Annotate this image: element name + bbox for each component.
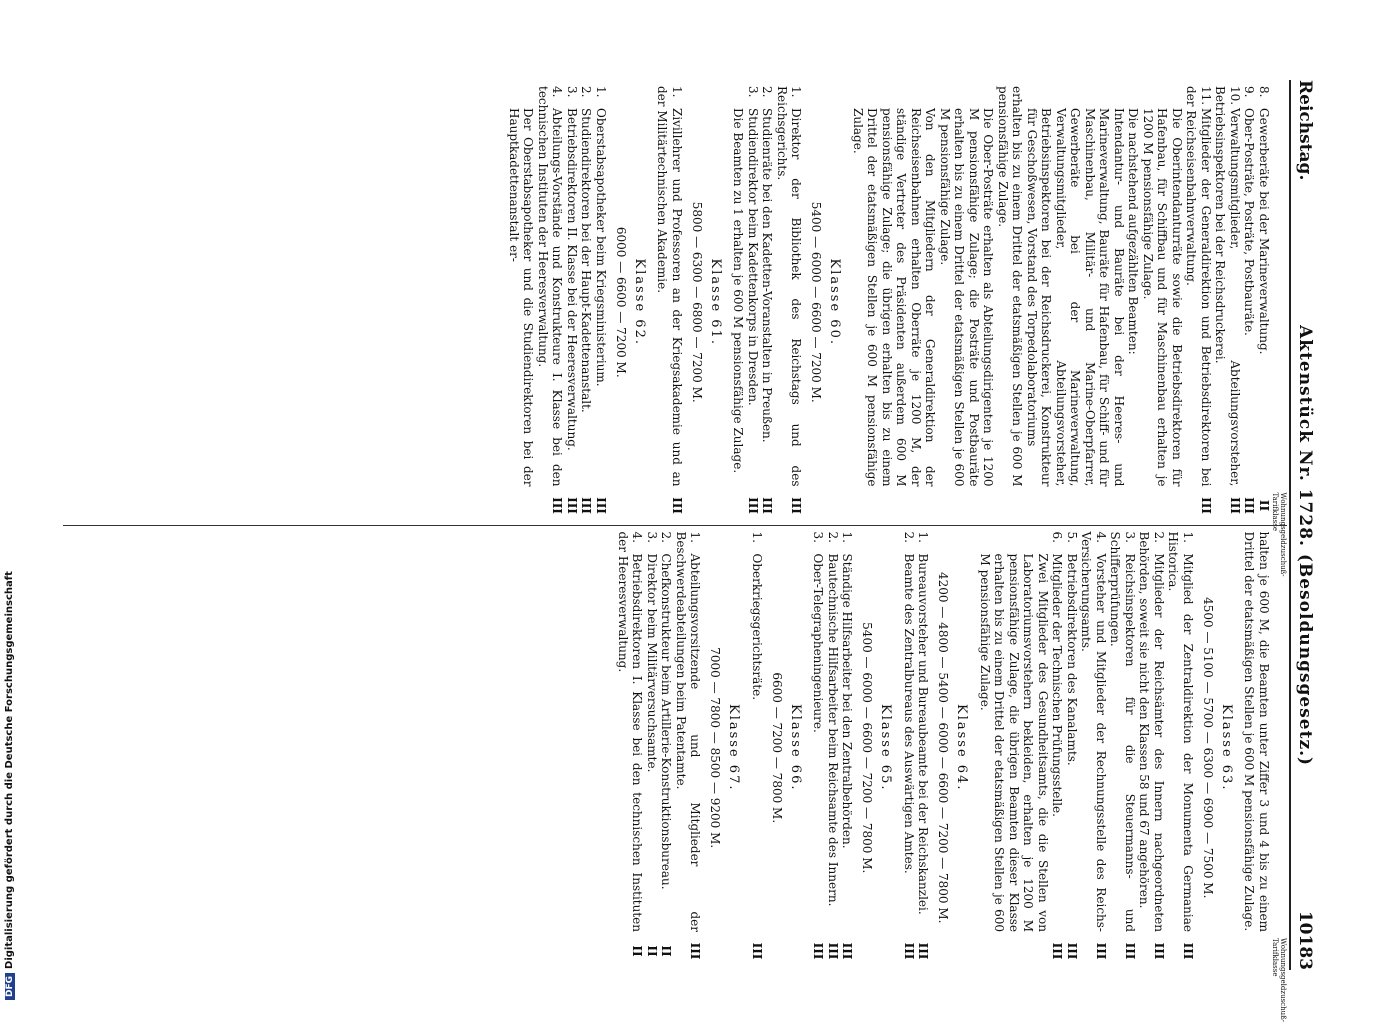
paragraph: Zwei Mitglieder des Gesundheitsamts, die die Stellen von Laboratoriumsvorstehern bekleiden, erhalten je 1200 M pensionsfähige Zulage, die übrigen Beamten dieser Klasse erhalten bis zu einem Drittel der etatsmäßigen Stellen je 600 M pensionsfähige Zulage. <box>978 553 1050 932</box>
class-heading: Klasse 63. <box>1219 704 1234 792</box>
paragraph: Die Beamten zu 1 erhalten je 600 M pensionsfähige Zulage. <box>731 108 746 474</box>
salary-scale: 5400 — 6000 — 6600 — 7200 — 7800 M. <box>860 622 875 874</box>
list-item: 1.Oberstabsapotheker beim Kriegsministerium. III <box>594 86 608 514</box>
paragraph: Der Oberstabsapotheker und die Studiendirektoren bei der Hauptkadettenanstalt er- <box>507 108 536 487</box>
dfg-sidebar <box>0 0 20 1000</box>
list-item: 11.Mitglieder der Generaldirektion und Betriebsdirektoren bei der Reichseisenbahnverwaltung. III <box>1184 86 1213 514</box>
class-heading: Klasse 62. <box>632 258 647 346</box>
document-page <box>63 80 1333 1022</box>
header-title: Aktenstück Nr. 1728. (Besoldungsgesetz.) <box>1295 325 1315 767</box>
paragraph: Intendantur- und Bauräte bei der Heeres- und Marineverwaltung, Bauräte für Hafenbau, für Schiff- und für Maschinenbau, Militär- und Marine-Oberpfarrer, Gewerberäte bei der Marineverwaltung, Verwaltungsmitglieder, Abteilungsvorsteher, Betriebsinspektoren bei der Reichsdruckerei, Konstrukteur für Geschoßwesen, Vorstand des Torpedolaboratoriums <box>1025 108 1126 487</box>
left-column <box>63 80 1287 577</box>
list-item: 1.Abteilungsvorsitzende und Mitglieder der Beschwerdeabteilungen beim Patentamte. III <box>674 531 703 960</box>
right-column <box>63 525 1287 1022</box>
list-item: 3.Studiendirektor beim Kadettenkorps in Dresden. III <box>746 86 760 514</box>
list-item: 4.Betriebsdirektoren I. Klasse bei den technischen Instituten der Heeresverwaltung. II <box>616 531 645 957</box>
page-number: 10183 <box>1295 910 1315 970</box>
paragraph: Die Oberintendanturräte sowie die Betriebsdirektoren für Hafenbau, für Schiffbau und für Maschinenbau erhalten je 1200 M pensionsfähige Zulage. <box>1141 108 1184 487</box>
list-item: 3.Ober-Telegrapheningenieure. III <box>811 531 826 960</box>
class-heading: Klasse 60. <box>827 258 843 346</box>
class-heading: Klasse 65. <box>878 704 894 792</box>
list-item: 2.Studiendirektoren bei der Haupt-Kadettenanstalt. III <box>579 86 594 514</box>
list-item: 10.Verwaltungsmitglieder, Abteilungsvorsteher, Betriebsinspektoren bei der Reichsdruckerei. III <box>1213 86 1242 514</box>
list-item: 1.Direktor der Bibliothek des Reichstags und des Reichsgerichts. III <box>775 86 804 514</box>
funding-note: Digitalisierung gefördert durch die Deutsche Forschungsgemeinschaft <box>4 571 15 969</box>
class-heading: Klasse 66. <box>788 704 803 792</box>
list-item: 5.Betriebsdirektoren des Kanalamts. III <box>1065 531 1079 960</box>
list-item: 2.Bautechnische Hilfsarbeiter beim Reichsamte des Innern. III <box>826 531 840 960</box>
list-item: 1.Oberkriegsgerichtsräte. III <box>750 531 764 960</box>
class-heading: Klasse 61. <box>708 258 723 346</box>
class-heading: Klasse 64. <box>954 704 970 792</box>
salary-scale: 6000 — 6600 — 7200 M. <box>614 226 628 378</box>
list-item: 1.Mitglied der Zentraldirektion der Monumenta Germaniae Historica. III <box>1166 531 1195 960</box>
list-item: 2.Chefkonstrukteur beim Artillerie-Konstruktionsbureau. II <box>659 531 674 957</box>
list-item: 3.Betriebsdirektoren II. Klasse bei der Heeresverwaltung. III <box>565 86 579 514</box>
header-left: Reichstag. <box>1295 80 1315 181</box>
class-heading: Klasse 67. <box>726 704 742 792</box>
salary-scale: 6600 — 7200 — 7800 M. <box>770 672 784 824</box>
list-item: 4.Abteilungs-Vorstände und Konstrukteure I. Klasse bei den technischen Instituten der Heeresverwaltung. III <box>536 86 565 514</box>
column-key-label: Wohnungsgeldzuschuß-Tarifklasse <box>1271 938 1287 1022</box>
paragraph: Von den Mitgliedern der Generaldirektion der Reichseisenbahnen erhalten Oberräte je 1200 M, der ständige Vertreter des Präsidenten außerdem 600 M pensionsfähige Zulage; die übrigen erhalten bis zu einem Drittel der etatsmäßigen Stellen je 600 M pensionsfähige Zulage. <box>851 108 938 487</box>
salary-scale: 7000 — 7800 — 8500 — 9200 M. <box>708 647 723 849</box>
list-item: 9.Ober-Posträte, Posträte, Postbauräte. III <box>1242 86 1257 514</box>
salary-scale: 5400 — 6000 — 6600 — 7200 M. <box>809 201 824 403</box>
salary-scale: 4500 — 5100 — 5700 — 6300 — 6900 — 7500 M. <box>1201 597 1215 899</box>
list-item: 6.Mitglieder der Technischen Prüfungsstelle. III <box>1050 531 1065 960</box>
list-item: 2.Studienräte bei den Kadetten-Voranstalten in Preußen. III <box>760 86 775 514</box>
paragraph: halten je 600 M, die Beamten unter Ziffer 3 und 4 bis zu einem Drittel der etatsmäßigen Stellen je 600 M pensionsfähige Zulage. <box>1242 531 1271 932</box>
list-item: 1.Ständige Hilfsarbeiter bei den Zentralbehörden. III <box>840 531 855 960</box>
paragraph: Die nachstehend aufgezählten Beamten: <box>1126 108 1141 355</box>
list-item: 1.Zivillehrer und Professoren an der Kriegsakademie und an der Militärtechnischen Akademie. III <box>655 86 684 514</box>
column-key-label: Wohnungsgeldzuschuß-Tarifklasse <box>1271 492 1287 577</box>
paragraph: erhalten bis zu einem Drittel der etatsmäßigen Stellen je 600 M pensionsfähige Zulage. <box>996 86 1025 487</box>
list-item: 1.Bureauvorsteher und Bureaubeamte bei der Reichskanzlei. III <box>916 531 931 960</box>
list-item: 8.Gewerberäte bei der Marineverwaltung. II <box>1257 86 1271 512</box>
paragraph: Die Ober-Posträte erhalten als Abteilungsdirigenten je 1200 M pensionsfähige Zulage; die Posträte und Postbauräte erhalten bis zu einem Drittel der etatsmäßigen Stellen je 600 M pensionsfähige Zulage. <box>938 108 996 487</box>
dfg-logo: DFG <box>5 973 15 1000</box>
list-item: 2.Beamte des Zentralbureaus des Auswärtigen Amtes. III <box>902 531 916 960</box>
salary-scale: 4200 — 4800 — 5400 — 6000 — 6600 — 7200 — 7800 M. <box>936 572 951 924</box>
list-item: 3.Direktor beim Militärversuchsamte. II <box>645 531 659 957</box>
list-item: 4.Vorsteher und Mitglieder der Rechnungsstelle des Reichs-Versicherungsamts. III <box>1079 531 1108 960</box>
list-item: 3.Reichsinspektoren für die Steuermanns- und Schifferprüfungen. III <box>1108 531 1137 960</box>
salary-scale: 5800 — 6300 — 6800 — 7200 M. <box>690 201 704 403</box>
list-item: 2.Mitglieder der Reichsämter des Innern nachgeordneten Behörden, soweit sie nicht den Klassen 58 und 67 angehören. III <box>1137 531 1166 960</box>
page-header <box>1289 80 1333 970</box>
